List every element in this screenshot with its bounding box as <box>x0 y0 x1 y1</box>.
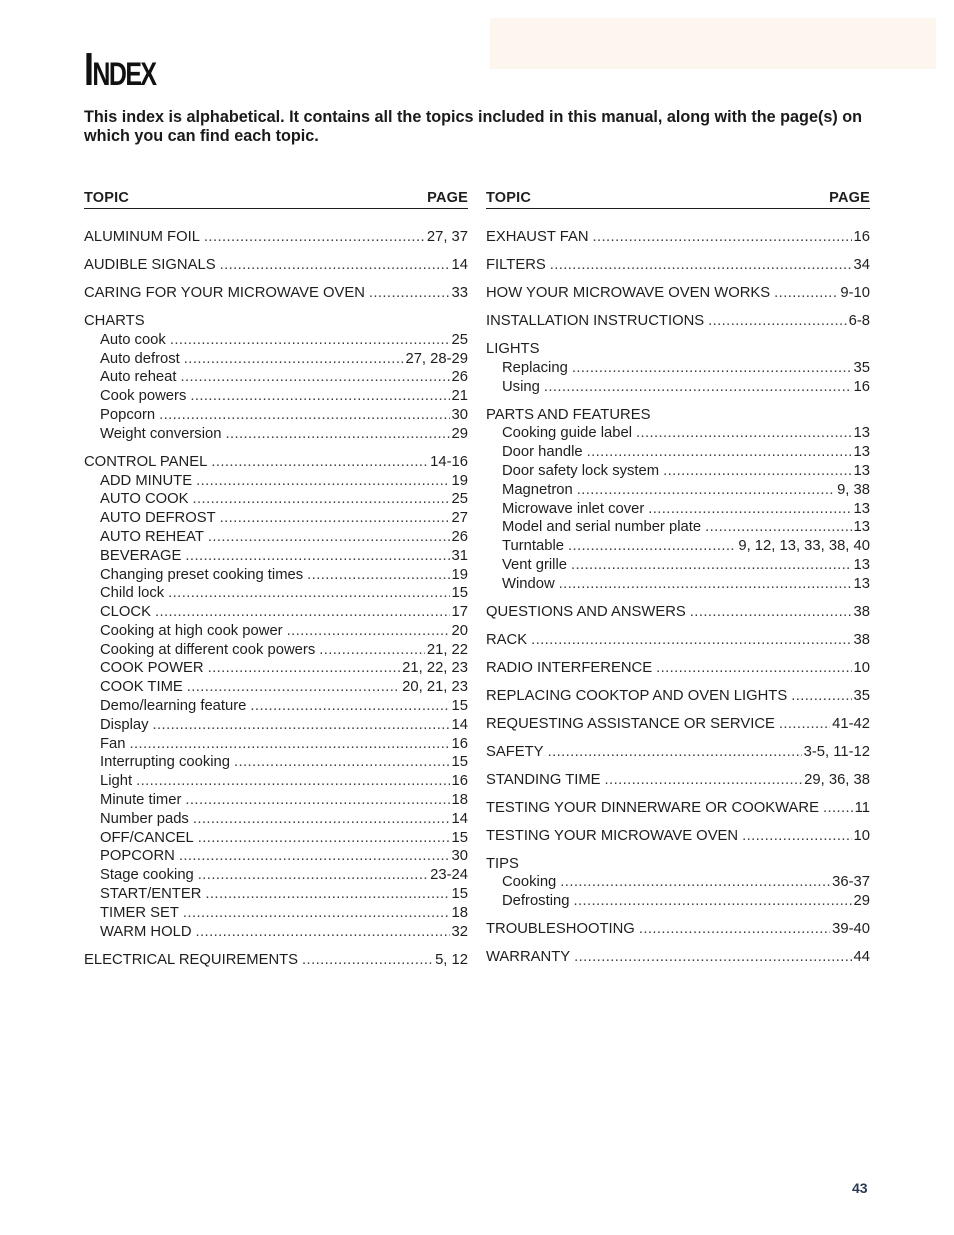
entry-page: 27 <box>451 510 468 527</box>
index-subentry <box>84 885 468 904</box>
entry-label: ELECTRICAL REQUIREMENTS <box>84 951 299 968</box>
entry-label: Replacing <box>502 359 568 376</box>
dot-leader <box>369 284 450 303</box>
index-subentry <box>84 509 468 528</box>
intro-paragraph: This index is alphabetical. It contains all the topics included in this manual, along with the page(s) on which you can find each topic. <box>84 108 863 145</box>
entry-label: HOW YOUR MICROWAVE OVEN WORKS <box>486 284 771 301</box>
entry-page: 21, 22 <box>426 641 468 658</box>
entry-label: Magnetron <box>502 481 573 498</box>
entry-page: 11 <box>854 799 870 816</box>
entry-label: Using <box>502 378 540 395</box>
entry-label: REQUESTING ASSISTANCE OR SERVICE <box>486 715 775 732</box>
entry-page: 35 <box>853 687 870 704</box>
entry-page: 39-40 <box>832 921 870 938</box>
entry-page: 9, 38 <box>837 481 870 498</box>
entry-label: Model and serial number plate <box>502 519 702 536</box>
entry-label: AUTO DEFROST <box>100 510 216 527</box>
entry-page: 6-8 <box>848 312 870 329</box>
dot-leader <box>208 659 401 678</box>
entry-label: ALUMINUM FOIL <box>84 229 200 245</box>
index-subentry <box>84 528 468 547</box>
index-group <box>486 771 870 790</box>
entry-page: 21 <box>451 388 468 405</box>
index-subentry <box>486 537 870 556</box>
dot-leader <box>708 312 846 331</box>
entry-label: Light <box>100 773 133 790</box>
entry-page: 16 <box>853 378 870 395</box>
entry-label: TIMER SET <box>100 904 179 921</box>
entry-label: RADIO INTERFERENCE <box>486 659 653 676</box>
index-entry <box>84 453 468 472</box>
entry-label: AUDIBLE SIGNALS <box>84 256 216 273</box>
index-subentry <box>84 847 468 866</box>
dot-leader <box>548 743 802 762</box>
page-header: PAGE <box>829 190 870 206</box>
index-subentry <box>84 772 468 791</box>
index-subentry <box>84 735 468 754</box>
dot-leader <box>183 904 450 923</box>
entry-label: OFF/CANCEL <box>100 829 194 846</box>
entry-label: STANDING TIME <box>486 771 601 788</box>
entry-page: 30 <box>451 848 468 865</box>
entry-label: SAFETY <box>486 743 544 760</box>
entry-page: 15 <box>451 886 468 903</box>
entry-label: TROUBLESHOOTING <box>486 921 635 938</box>
entry-label: WARM HOLD <box>100 923 192 940</box>
entry-page: 29 <box>451 425 468 442</box>
index-subentry <box>84 425 468 444</box>
entry-page: 25 <box>451 331 468 348</box>
index-subentry <box>84 923 468 942</box>
entry-label: AUTO COOK <box>100 491 189 508</box>
index-heading: CHARTS <box>84 312 145 329</box>
dot-leader <box>577 481 835 500</box>
topic-header: TOPIC <box>84 190 130 206</box>
index-group <box>486 256 870 275</box>
dot-leader <box>774 284 838 303</box>
page-title: Index <box>84 43 156 95</box>
entry-page: 35 <box>853 359 870 376</box>
entry-page: 13 <box>853 444 870 461</box>
dot-leader <box>184 350 404 369</box>
entry-page: 27, 28-29 <box>405 350 468 367</box>
dot-leader <box>220 256 450 275</box>
entry-page: 10 <box>853 827 870 844</box>
entry-page: 19 <box>451 566 468 583</box>
index-group <box>84 453 468 942</box>
index-entries-left <box>84 228 468 969</box>
column-header <box>486 188 870 209</box>
index-entry <box>486 256 870 275</box>
index-subentry <box>84 584 468 603</box>
index-entry <box>486 659 870 678</box>
dot-leader <box>185 547 449 566</box>
index-entries-right <box>486 228 870 967</box>
dot-leader <box>211 453 428 472</box>
entry-page: 23-24 <box>430 867 468 884</box>
entry-label: QUESTIONS AND ANSWERS <box>486 603 686 620</box>
entry-page: 18 <box>451 904 468 921</box>
topic-header: TOPIC <box>486 190 532 206</box>
dot-leader <box>136 772 449 791</box>
dot-leader <box>179 847 450 866</box>
index-subentry <box>486 378 870 397</box>
entry-label: Cooking at high cook power <box>100 622 283 639</box>
index-group <box>84 951 468 970</box>
entry-page: 13 <box>853 425 870 442</box>
entry-label: ADD MINUTE <box>100 472 193 489</box>
entry-page: 25 <box>451 491 468 508</box>
entry-label: Defrosting <box>502 893 570 910</box>
entry-page: 15 <box>451 754 468 771</box>
entry-page: 30 <box>451 406 468 423</box>
index-group <box>84 256 468 275</box>
index-subentry <box>84 716 468 735</box>
entry-page: 15 <box>451 829 468 846</box>
index-entry <box>486 631 870 650</box>
entry-label: WARRANTY <box>486 949 571 966</box>
entry-label: COOK TIME <box>100 679 183 696</box>
dot-leader <box>287 622 450 641</box>
dot-leader <box>208 528 450 547</box>
index-entry <box>486 284 870 303</box>
index-subentry <box>84 331 468 350</box>
entry-label: Display <box>100 716 149 733</box>
entry-label: Cooking at different cook powers <box>100 641 316 658</box>
index-subentry <box>84 350 468 369</box>
entry-label: CLOCK <box>100 604 151 621</box>
entry-page: 44 <box>853 949 870 966</box>
entry-page: 9, 12, 13, 33, 38, 40 <box>738 538 870 555</box>
entry-page: 14 <box>451 716 468 733</box>
header-band <box>490 18 936 69</box>
entry-page: 18 <box>451 792 468 809</box>
entry-page: 41-42 <box>832 715 870 732</box>
index-group <box>486 406 870 594</box>
entry-page: 21, 22, 23 <box>402 660 468 677</box>
dot-leader <box>130 735 450 754</box>
dot-leader <box>168 584 449 603</box>
dot-leader <box>593 228 852 247</box>
index-group <box>486 948 870 967</box>
entry-page: 14 <box>451 256 468 273</box>
dot-leader <box>196 923 450 942</box>
entry-page: 29, 36, 38 <box>804 771 870 788</box>
index-group <box>486 687 870 706</box>
entry-page: 14-16 <box>430 453 468 470</box>
entry-label: Changing preset cooking times <box>100 566 304 583</box>
index-entry <box>486 743 870 762</box>
entry-label: TESTING YOUR DINNERWARE OR COOKWARE <box>486 799 819 816</box>
entry-page: 15 <box>451 585 468 602</box>
index-group <box>486 340 870 396</box>
entry-label: CARING FOR YOUR MICROWAVE OVEN <box>84 284 365 301</box>
entry-label: Number pads <box>100 810 189 827</box>
index-entry <box>486 771 870 790</box>
entry-page: 27, 37 <box>426 229 468 245</box>
dot-leader <box>605 771 803 790</box>
entry-label: Popcorn <box>100 406 156 423</box>
dot-leader <box>204 228 425 247</box>
entry-label: Door handle <box>502 444 583 461</box>
dot-leader <box>568 537 736 556</box>
entry-label: BEVERAGE <box>100 547 182 564</box>
entry-label: Vent grille <box>502 556 567 573</box>
dot-leader <box>550 256 852 275</box>
entry-label: Minute timer <box>100 792 182 809</box>
entry-page: 14 <box>451 810 468 827</box>
dot-leader <box>155 603 450 622</box>
entry-label: Cook powers <box>100 388 187 405</box>
index-subentry <box>84 678 468 697</box>
index-subentry <box>84 547 468 566</box>
index-subentry <box>486 443 870 462</box>
dot-leader <box>663 462 851 481</box>
index-entry <box>84 284 468 303</box>
entry-label: POPCORN <box>100 848 175 865</box>
index-subentry <box>84 791 468 810</box>
dot-leader <box>531 631 851 650</box>
dot-leader <box>196 472 449 491</box>
entry-page: 13 <box>853 462 870 479</box>
dot-leader <box>190 387 449 406</box>
dot-leader <box>742 827 851 846</box>
index-subentry <box>84 603 468 622</box>
entry-label: COOK POWER <box>100 660 204 677</box>
index-group <box>486 228 870 247</box>
dot-leader <box>250 697 449 716</box>
dot-leader <box>193 810 450 829</box>
index-entry <box>486 827 870 846</box>
entry-label: Stage cooking <box>100 867 194 884</box>
index-group <box>486 743 870 762</box>
entry-label: Demo/learning feature <box>100 698 247 715</box>
index-subentry <box>84 566 468 585</box>
dot-leader <box>791 687 851 706</box>
index-group <box>486 659 870 678</box>
entry-page: 26 <box>451 528 468 545</box>
entry-label: Cooking <box>502 874 557 891</box>
index-group <box>486 715 870 734</box>
entry-page: 31 <box>451 547 468 564</box>
dot-leader <box>302 951 433 970</box>
index-subentry <box>84 368 468 387</box>
dot-leader <box>823 799 853 818</box>
index-group <box>486 855 870 911</box>
index-entry <box>486 920 870 939</box>
entry-page: 13 <box>853 500 870 517</box>
index-subentry <box>486 359 870 378</box>
dot-leader <box>153 716 450 735</box>
index-group <box>486 312 870 331</box>
entry-label: Door safety lock system <box>502 462 660 479</box>
entry-page: 16 <box>853 229 870 245</box>
dot-leader <box>307 566 449 585</box>
dot-leader <box>544 378 852 397</box>
index-subentry <box>486 892 870 911</box>
dot-leader <box>690 603 852 622</box>
dot-leader <box>574 948 851 967</box>
dot-leader <box>225 425 449 444</box>
index-subentry <box>486 518 870 537</box>
entry-page: 20, 21, 23 <box>402 679 468 696</box>
index-subentry <box>486 481 870 500</box>
index-group <box>486 603 870 622</box>
entry-page: 16 <box>451 773 468 790</box>
index-heading: TIPS <box>486 855 519 872</box>
entry-label: FILTERS <box>486 256 546 273</box>
entry-page: 15 <box>451 698 468 715</box>
index-group <box>486 284 870 303</box>
index-group <box>486 827 870 846</box>
index-subentry <box>84 866 468 885</box>
dot-leader <box>193 490 450 509</box>
index-group <box>486 920 870 939</box>
index-group <box>84 284 468 303</box>
entry-label: Auto reheat <box>100 369 177 386</box>
dot-leader <box>198 829 450 848</box>
index-subentry <box>486 424 870 443</box>
index-subentry <box>84 659 468 678</box>
page-header: PAGE <box>427 190 468 206</box>
index-column-right <box>486 188 870 976</box>
index-subentry <box>84 406 468 425</box>
entry-page: 10 <box>853 659 870 676</box>
entry-label: RACK <box>486 631 528 648</box>
index-heading: LIGHTS <box>486 340 540 357</box>
entry-page: 38 <box>853 631 870 648</box>
dot-leader <box>572 359 852 378</box>
dot-leader <box>639 920 830 939</box>
entry-page: 17 <box>451 604 468 621</box>
index-entry <box>84 256 468 275</box>
entry-label: Turntable <box>502 538 564 555</box>
entry-page: 13 <box>853 556 870 573</box>
index-subentry <box>84 472 468 491</box>
index-subentry <box>84 641 468 660</box>
dot-leader <box>185 791 449 810</box>
dot-leader <box>205 885 449 904</box>
index-subentry <box>486 873 870 892</box>
index-subentry <box>84 387 468 406</box>
index-column-left <box>84 188 468 979</box>
entry-label: REPLACING COOKTOP AND OVEN LIGHTS <box>486 687 788 704</box>
index-group <box>486 631 870 650</box>
dot-leader <box>159 406 449 425</box>
index-subentry <box>84 829 468 848</box>
index-subentry <box>84 622 468 641</box>
entry-label: Child lock <box>100 585 165 602</box>
index-entry <box>84 228 468 247</box>
dot-leader <box>559 575 852 594</box>
entry-label: Auto cook <box>100 331 166 348</box>
entry-page: 13 <box>853 519 870 536</box>
entry-page: 5, 12 <box>435 951 468 968</box>
dot-leader <box>648 500 851 519</box>
dot-leader <box>319 641 425 660</box>
entry-page: 19 <box>451 472 468 489</box>
dot-leader <box>571 556 852 575</box>
dot-leader <box>220 509 450 528</box>
entry-label: Window <box>502 575 555 592</box>
entry-page: 16 <box>451 735 468 752</box>
entry-page: 33 <box>451 284 468 301</box>
dot-leader <box>234 753 450 772</box>
index-subentry <box>84 810 468 829</box>
index-entry <box>486 228 870 247</box>
index-subentry <box>84 753 468 772</box>
index-subentry <box>84 697 468 716</box>
entry-label: TESTING YOUR MICROWAVE OVEN <box>486 827 739 844</box>
entry-label: START/ENTER <box>100 886 202 903</box>
entry-label: Microwave inlet cover <box>502 500 645 517</box>
dot-leader <box>170 331 450 350</box>
dot-leader <box>573 892 851 911</box>
entry-page: 36-37 <box>832 874 870 891</box>
entry-label: EXHAUST FAN <box>486 229 589 245</box>
index-entry <box>486 715 870 734</box>
index-subentry <box>84 490 468 509</box>
entry-label: Cooking guide label <box>502 425 632 442</box>
index-entry <box>486 687 870 706</box>
entry-page: 34 <box>853 256 870 273</box>
dot-leader <box>181 368 450 387</box>
index-group <box>84 228 468 247</box>
entry-label: INSTALLATION INSTRUCTIONS <box>486 312 705 329</box>
entry-page: 3-5, 11-12 <box>803 743 870 760</box>
column-header <box>84 188 468 209</box>
dot-leader <box>636 424 852 443</box>
dot-leader <box>587 443 852 462</box>
dot-leader <box>656 659 851 678</box>
index-group <box>84 312 468 444</box>
dot-leader <box>779 715 830 734</box>
index-entry <box>486 799 870 818</box>
entry-label: Weight conversion <box>100 425 222 442</box>
entry-page: 38 <box>853 603 870 620</box>
index-entry <box>84 951 468 970</box>
entry-label: AUTO REHEAT <box>100 528 204 545</box>
index-heading: PARTS AND FEATURES <box>486 406 651 423</box>
index-subentry <box>486 575 870 594</box>
index-group <box>486 799 870 818</box>
entry-label: Fan <box>100 735 126 752</box>
entry-page: 13 <box>853 575 870 592</box>
dot-leader <box>187 678 400 697</box>
index-subentry <box>486 556 870 575</box>
index-entry <box>486 603 870 622</box>
entry-page: 29 <box>853 893 870 910</box>
index-entry <box>486 948 870 967</box>
entry-label: Interrupting cooking <box>100 754 230 771</box>
index-entry <box>486 312 870 331</box>
entry-page: 32 <box>451 923 468 940</box>
entry-page: 26 <box>451 369 468 386</box>
index-subentry <box>486 462 870 481</box>
entry-label: CONTROL PANEL <box>84 453 208 470</box>
entry-page: 9-10 <box>840 284 870 301</box>
entry-label: Auto defrost <box>100 350 180 367</box>
entry-page: 20 <box>451 622 468 639</box>
dot-leader <box>705 518 851 537</box>
dot-leader <box>198 866 428 885</box>
index-subentry <box>84 904 468 923</box>
page-number: 43 <box>852 1180 868 1196</box>
index-subentry <box>486 500 870 519</box>
dot-leader <box>560 873 830 892</box>
